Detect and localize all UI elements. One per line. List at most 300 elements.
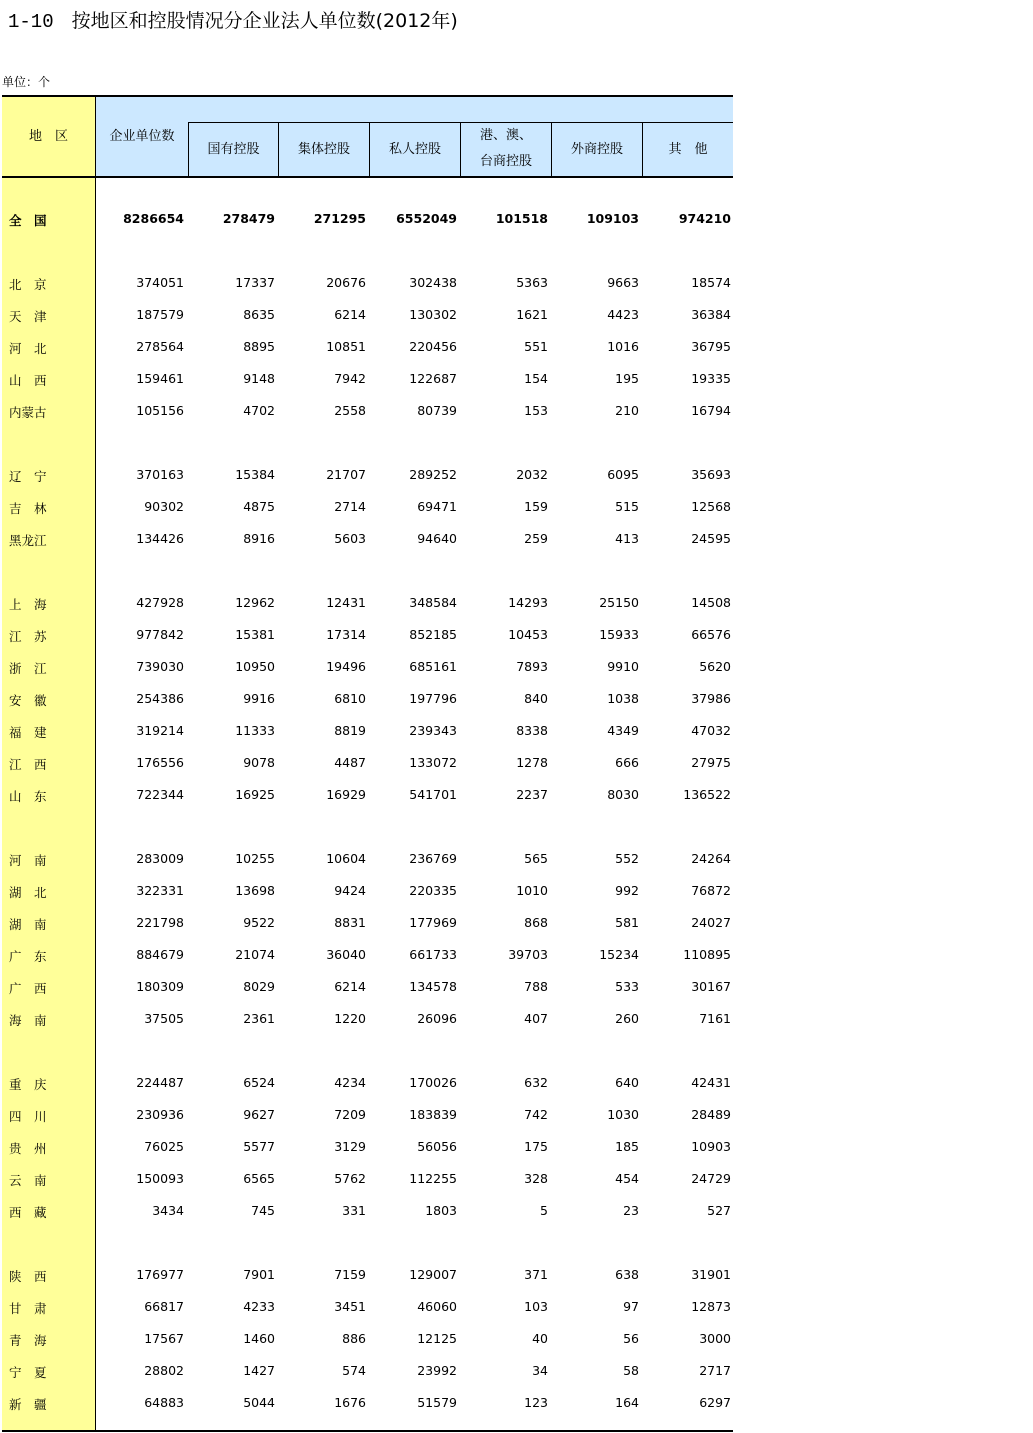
cell-value: 15933 <box>599 627 639 642</box>
cell-value: 5363 <box>516 275 548 290</box>
cell-value: 7901 <box>243 1267 275 1282</box>
cell-value: 170026 <box>409 1075 457 1090</box>
cell-value: 24729 <box>691 1171 731 1186</box>
cell-value: 154 <box>524 371 548 386</box>
cell-value: 14508 <box>691 595 731 610</box>
header-state: 国有控股 <box>207 142 260 157</box>
table-row <box>2 1291 733 1323</box>
cell-value: 19496 <box>326 659 366 674</box>
cell-value: 515 <box>615 499 639 514</box>
cell-value: 40 <box>532 1331 548 1346</box>
cell-value: 1803 <box>425 1203 457 1218</box>
cell-value: 8029 <box>243 979 275 994</box>
header-hkmotw <box>461 126 551 172</box>
cell-value: 3000 <box>699 1331 731 1346</box>
cell-value: 278564 <box>136 339 184 354</box>
cell-value: 13698 <box>235 883 275 898</box>
table-row <box>2 875 733 907</box>
table-row <box>2 843 733 875</box>
cell-value: 76025 <box>144 1139 184 1154</box>
cell-value: 278479 <box>222 211 275 226</box>
cell-value: 5620 <box>699 659 731 674</box>
region-name: 山 西 <box>9 373 47 388</box>
cell-value: 236769 <box>409 851 457 866</box>
header-collective: 集体控股 <box>297 142 350 157</box>
cell-value: 46060 <box>417 1299 457 1314</box>
unit-label: 单位：个 <box>2 75 51 89</box>
cell-value: 8916 <box>243 531 275 546</box>
cell-value: 112255 <box>409 1171 457 1186</box>
cell-value: 10255 <box>235 851 275 866</box>
cell-value: 9910 <box>607 659 639 674</box>
region-name: 全 国 <box>9 213 47 228</box>
cell-value: 28489 <box>691 1107 731 1122</box>
region-name: 陕 西 <box>9 1269 47 1284</box>
cell-value: 136522 <box>683 787 731 802</box>
cell-value: 36384 <box>691 307 731 322</box>
cell-value: 19335 <box>691 371 731 386</box>
table-row <box>2 267 733 299</box>
cell-value: 12125 <box>417 1331 457 1346</box>
cell-value: 7942 <box>334 371 366 386</box>
cell-value: 413 <box>615 531 639 546</box>
header-hkmotw-line1: 港、澳、 <box>479 128 532 143</box>
cell-value: 23 <box>623 1203 639 1218</box>
region-name: 重 庆 <box>9 1077 47 1092</box>
region-name: 河 南 <box>9 853 47 868</box>
region-name: 浙 江 <box>9 661 47 676</box>
region-name: 湖 南 <box>9 917 47 932</box>
region-name: 江 苏 <box>9 629 47 644</box>
cell-value: 6810 <box>334 691 366 706</box>
cell-value: 37986 <box>691 691 731 706</box>
cell-value: 283009 <box>136 851 184 866</box>
region-name: 青 海 <box>9 1333 47 1348</box>
header-other: 其 他 <box>668 142 708 157</box>
table-row <box>2 1195 733 1227</box>
cell-value: 9663 <box>607 275 639 290</box>
cell-value: 685161 <box>409 659 457 674</box>
cell-value: 739030 <box>136 659 184 674</box>
cell-value: 4875 <box>243 499 275 514</box>
table-row <box>2 619 733 651</box>
cell-value: 66817 <box>144 1299 184 1314</box>
table-row <box>2 491 733 523</box>
cell-value: 1278 <box>516 755 548 770</box>
region-name: 贵 州 <box>9 1141 47 1156</box>
cell-value: 840 <box>524 691 548 706</box>
cell-value: 37505 <box>144 1011 184 1026</box>
cell-value: 39703 <box>508 947 548 962</box>
cell-value: 4487 <box>334 755 366 770</box>
region-name: 宁 夏 <box>9 1365 47 1380</box>
region-name: 广 东 <box>9 949 47 964</box>
cell-value: 197796 <box>409 691 457 706</box>
cell-value: 302438 <box>409 275 457 290</box>
cell-value: 574 <box>342 1363 366 1378</box>
table-row <box>2 363 733 395</box>
cell-value: 886 <box>342 1331 366 1346</box>
cell-value: 745 <box>251 1203 275 1218</box>
header-total: 企业单位数 <box>109 129 175 144</box>
table-row <box>2 779 733 811</box>
cell-value: 16794 <box>691 403 731 418</box>
cell-value: 221798 <box>136 915 184 930</box>
cell-value: 9148 <box>243 371 275 386</box>
cell-value: 10950 <box>235 659 275 674</box>
cell-value: 36795 <box>691 339 731 354</box>
cell-value: 6297 <box>699 1395 731 1410</box>
cell-value: 16929 <box>326 787 366 802</box>
cell-value: 5603 <box>334 531 366 546</box>
cell-value: 5577 <box>243 1139 275 1154</box>
cell-value: 47032 <box>691 723 731 738</box>
cell-value: 371 <box>524 1267 548 1282</box>
table-row <box>2 1355 733 1387</box>
cell-value: 56 <box>623 1331 639 1346</box>
cell-value: 15381 <box>235 627 275 642</box>
cell-value: 187579 <box>136 307 184 322</box>
cell-value: 1621 <box>516 307 548 322</box>
table-number: 1-10 <box>8 11 54 33</box>
region-name: 新 疆 <box>9 1397 47 1412</box>
cell-value: 1427 <box>243 1363 275 1378</box>
cell-value: 8895 <box>243 339 275 354</box>
table-row <box>2 395 733 427</box>
region-name: 天 津 <box>9 309 47 324</box>
cell-value: 1010 <box>516 883 548 898</box>
cell-value: 180309 <box>136 979 184 994</box>
cell-value: 94640 <box>417 531 457 546</box>
cell-value: 28802 <box>144 1363 184 1378</box>
cell-value: 64883 <box>144 1395 184 1410</box>
cell-value: 239343 <box>409 723 457 738</box>
region-name: 山 东 <box>9 789 47 804</box>
cell-value: 1016 <box>607 339 639 354</box>
cell-value: 6214 <box>334 979 366 994</box>
cell-value: 541701 <box>409 787 457 802</box>
cell-value: 328 <box>524 1171 548 1186</box>
cell-value: 97 <box>623 1299 639 1314</box>
cell-value: 130302 <box>409 307 457 322</box>
region-name: 上 海 <box>9 597 47 612</box>
cell-value: 9522 <box>243 915 275 930</box>
cell-value: 527 <box>707 1203 731 1218</box>
cell-value: 153 <box>524 403 548 418</box>
cell-value: 110895 <box>683 947 731 962</box>
cell-value: 80739 <box>417 403 457 418</box>
region-name: 河 北 <box>9 341 47 356</box>
cell-value: 12962 <box>235 595 275 610</box>
cell-value: 2032 <box>516 467 548 482</box>
cell-value: 12431 <box>326 595 366 610</box>
cell-value: 224487 <box>136 1075 184 1090</box>
cell-value: 177969 <box>409 915 457 930</box>
cell-value: 159 <box>524 499 548 514</box>
cell-value: 27975 <box>691 755 731 770</box>
cell-value: 220456 <box>409 339 457 354</box>
cell-value: 8286654 <box>123 211 184 226</box>
cell-value: 868 <box>524 915 548 930</box>
cell-value: 14293 <box>508 595 548 610</box>
cell-value: 884679 <box>136 947 184 962</box>
cell-value: 24595 <box>691 531 731 546</box>
cell-value: 1676 <box>334 1395 366 1410</box>
data-table <box>2 95 733 1432</box>
table-row <box>2 1003 733 1035</box>
cell-value: 289252 <box>409 467 457 482</box>
cell-value: 18574 <box>691 275 731 290</box>
cell-value: 30167 <box>691 979 731 994</box>
cell-value: 4233 <box>243 1299 275 1314</box>
region-name: 内蒙古 <box>9 405 47 420</box>
table-row <box>2 587 733 619</box>
table-row <box>2 715 733 747</box>
cell-value: 581 <box>615 915 639 930</box>
cell-value: 6565 <box>243 1171 275 1186</box>
cell-value: 7893 <box>516 659 548 674</box>
region-name: 湖 北 <box>9 885 47 900</box>
table-title: 按地区和控股情况分企业法人单位数(2012年) <box>71 10 458 32</box>
table-row <box>2 331 733 363</box>
cell-value: 4349 <box>607 723 639 738</box>
cell-value: 185 <box>615 1139 639 1154</box>
cell-value: 12568 <box>691 499 731 514</box>
cell-value: 565 <box>524 851 548 866</box>
cell-value: 4423 <box>607 307 639 322</box>
table-row <box>2 1067 733 1099</box>
cell-value: 90302 <box>144 499 184 514</box>
cell-value: 260 <box>615 1011 639 1026</box>
table-row <box>2 459 733 491</box>
region-name: 黑龙江 <box>9 533 47 548</box>
cell-value: 3434 <box>152 1203 184 1218</box>
cell-value: 2714 <box>334 499 366 514</box>
cell-value: 101518 <box>495 211 548 226</box>
cell-value: 2558 <box>334 403 366 418</box>
cell-value: 21707 <box>326 467 366 482</box>
cell-value: 10453 <box>508 627 548 642</box>
cell-value: 370163 <box>136 467 184 482</box>
cell-value: 1038 <box>607 691 639 706</box>
cell-value: 2717 <box>699 1363 731 1378</box>
cell-value: 36040 <box>326 947 366 962</box>
cell-value: 11333 <box>235 723 275 738</box>
table-row <box>2 971 733 1003</box>
cell-value: 176977 <box>136 1267 184 1282</box>
cell-value: 8819 <box>334 723 366 738</box>
table-bottom-border <box>2 1430 733 1432</box>
table-row <box>2 1259 733 1291</box>
cell-value: 164 <box>615 1395 639 1410</box>
cell-value: 16925 <box>235 787 275 802</box>
cell-value: 220335 <box>409 883 457 898</box>
header-private: 私人控股 <box>388 142 441 157</box>
region-name: 广 西 <box>9 981 47 996</box>
cell-value: 661733 <box>409 947 457 962</box>
cell-value: 34 <box>532 1363 548 1378</box>
cell-value: 66576 <box>691 627 731 642</box>
cell-value: 51579 <box>417 1395 457 1410</box>
cell-value: 9078 <box>243 755 275 770</box>
cell-value: 210 <box>615 403 639 418</box>
cell-value: 58 <box>623 1363 639 1378</box>
cell-value: 20676 <box>326 275 366 290</box>
cell-value: 427928 <box>136 595 184 610</box>
cell-value: 122687 <box>409 371 457 386</box>
table-row <box>2 1131 733 1163</box>
cell-value: 56056 <box>417 1139 457 1154</box>
cell-value: 183839 <box>409 1107 457 1122</box>
cell-value: 374051 <box>136 275 184 290</box>
cell-value: 632 <box>524 1075 548 1090</box>
cell-value: 533 <box>615 979 639 994</box>
cell-value: 7209 <box>334 1107 366 1122</box>
region-name: 北 京 <box>9 277 47 292</box>
cell-value: 638 <box>615 1267 639 1282</box>
table-row <box>2 1387 733 1419</box>
cell-value: 12873 <box>691 1299 731 1314</box>
table-row <box>2 203 733 235</box>
cell-value: 2361 <box>243 1011 275 1026</box>
cell-value: 31901 <box>691 1267 731 1282</box>
region-name: 西 藏 <box>9 1205 47 1220</box>
region-name: 福 建 <box>9 725 47 740</box>
cell-value: 5 <box>540 1203 548 1218</box>
header-foreign: 外商控股 <box>570 142 623 157</box>
cell-value: 666 <box>615 755 639 770</box>
cell-value: 176556 <box>136 755 184 770</box>
cell-value: 24027 <box>691 915 731 930</box>
cell-value: 8635 <box>243 307 275 322</box>
cell-value: 259 <box>524 531 548 546</box>
cell-value: 15384 <box>235 467 275 482</box>
cell-value: 15234 <box>599 947 639 962</box>
region-name: 安 徽 <box>9 693 47 708</box>
cell-value: 319214 <box>136 723 184 738</box>
cell-value: 7161 <box>699 1011 731 1026</box>
table-row <box>2 1323 733 1355</box>
cell-value: 103 <box>524 1299 548 1314</box>
cell-value: 17337 <box>235 275 275 290</box>
region-name: 甘 肃 <box>9 1301 47 1316</box>
region-name: 云 南 <box>9 1173 47 1188</box>
cell-value: 10903 <box>691 1139 731 1154</box>
cell-value: 722344 <box>136 787 184 802</box>
cell-value: 992 <box>615 883 639 898</box>
cell-value: 159461 <box>136 371 184 386</box>
cell-value: 5044 <box>243 1395 275 1410</box>
table-row <box>2 1099 733 1131</box>
cell-value: 4234 <box>334 1075 366 1090</box>
cell-value: 271295 <box>313 211 366 226</box>
cell-value: 26096 <box>417 1011 457 1026</box>
region-name: 四 川 <box>9 1109 47 1124</box>
cell-value: 6524 <box>243 1075 275 1090</box>
cell-value: 109103 <box>586 211 639 226</box>
cell-value: 134578 <box>409 979 457 994</box>
cell-value: 105156 <box>136 403 184 418</box>
cell-value: 25150 <box>599 595 639 610</box>
table-row <box>2 907 733 939</box>
cell-value: 10604 <box>326 851 366 866</box>
cell-value: 5762 <box>334 1171 366 1186</box>
cell-value: 788 <box>524 979 548 994</box>
cell-value: 640 <box>615 1075 639 1090</box>
cell-value: 21074 <box>235 947 275 962</box>
cell-value: 742 <box>524 1107 548 1122</box>
cell-value: 254386 <box>136 691 184 706</box>
table-row <box>2 747 733 779</box>
cell-value: 76872 <box>691 883 731 898</box>
cell-value: 1030 <box>607 1107 639 1122</box>
page-title <box>8 6 458 33</box>
cell-value: 551 <box>524 339 548 354</box>
cell-value: 8831 <box>334 915 366 930</box>
cell-value: 9424 <box>334 883 366 898</box>
cell-value: 322331 <box>136 883 184 898</box>
table-row <box>2 523 733 555</box>
cell-value: 69471 <box>417 499 457 514</box>
cell-value: 2237 <box>516 787 548 802</box>
table-row <box>2 299 733 331</box>
cell-value: 7159 <box>334 1267 366 1282</box>
cell-value: 3451 <box>334 1299 366 1314</box>
table-row <box>2 683 733 715</box>
cell-value: 123 <box>524 1395 548 1410</box>
cell-value: 331 <box>342 1203 366 1218</box>
cell-value: 6214 <box>334 307 366 322</box>
header-hkmotw-line2: 台商控股 <box>479 154 532 169</box>
region-name: 海 南 <box>9 1013 47 1028</box>
cell-value: 129007 <box>409 1267 457 1282</box>
cell-value: 133072 <box>409 755 457 770</box>
header-region: 地 区 <box>28 129 68 144</box>
cell-value: 8030 <box>607 787 639 802</box>
cell-value: 4702 <box>243 403 275 418</box>
cell-value: 348584 <box>409 595 457 610</box>
region-name: 江 西 <box>9 757 47 772</box>
cell-value: 552 <box>615 851 639 866</box>
cell-value: 195 <box>615 371 639 386</box>
cell-value: 6552049 <box>396 211 457 226</box>
cell-value: 17567 <box>144 1331 184 1346</box>
region-name: 辽 宁 <box>9 469 47 484</box>
table-row <box>2 1163 733 1195</box>
cell-value: 1460 <box>243 1331 275 1346</box>
cell-value: 24264 <box>691 851 731 866</box>
cell-value: 407 <box>524 1011 548 1026</box>
table-row <box>2 651 733 683</box>
cell-value: 150093 <box>136 1171 184 1186</box>
region-name: 吉 林 <box>9 501 47 516</box>
cell-value: 9916 <box>243 691 275 706</box>
cell-value: 10851 <box>326 339 366 354</box>
cell-value: 23992 <box>417 1363 457 1378</box>
cell-value: 977842 <box>136 627 184 642</box>
cell-value: 454 <box>615 1171 639 1186</box>
cell-value: 230936 <box>136 1107 184 1122</box>
cell-value: 6095 <box>607 467 639 482</box>
cell-value: 42431 <box>691 1075 731 1090</box>
cell-value: 175 <box>524 1139 548 1154</box>
cell-value: 1220 <box>334 1011 366 1026</box>
cell-value: 134426 <box>136 531 184 546</box>
cell-value: 35693 <box>691 467 731 482</box>
cell-value: 9627 <box>243 1107 275 1122</box>
cell-value: 974210 <box>678 211 731 226</box>
cell-value: 8338 <box>516 723 548 738</box>
